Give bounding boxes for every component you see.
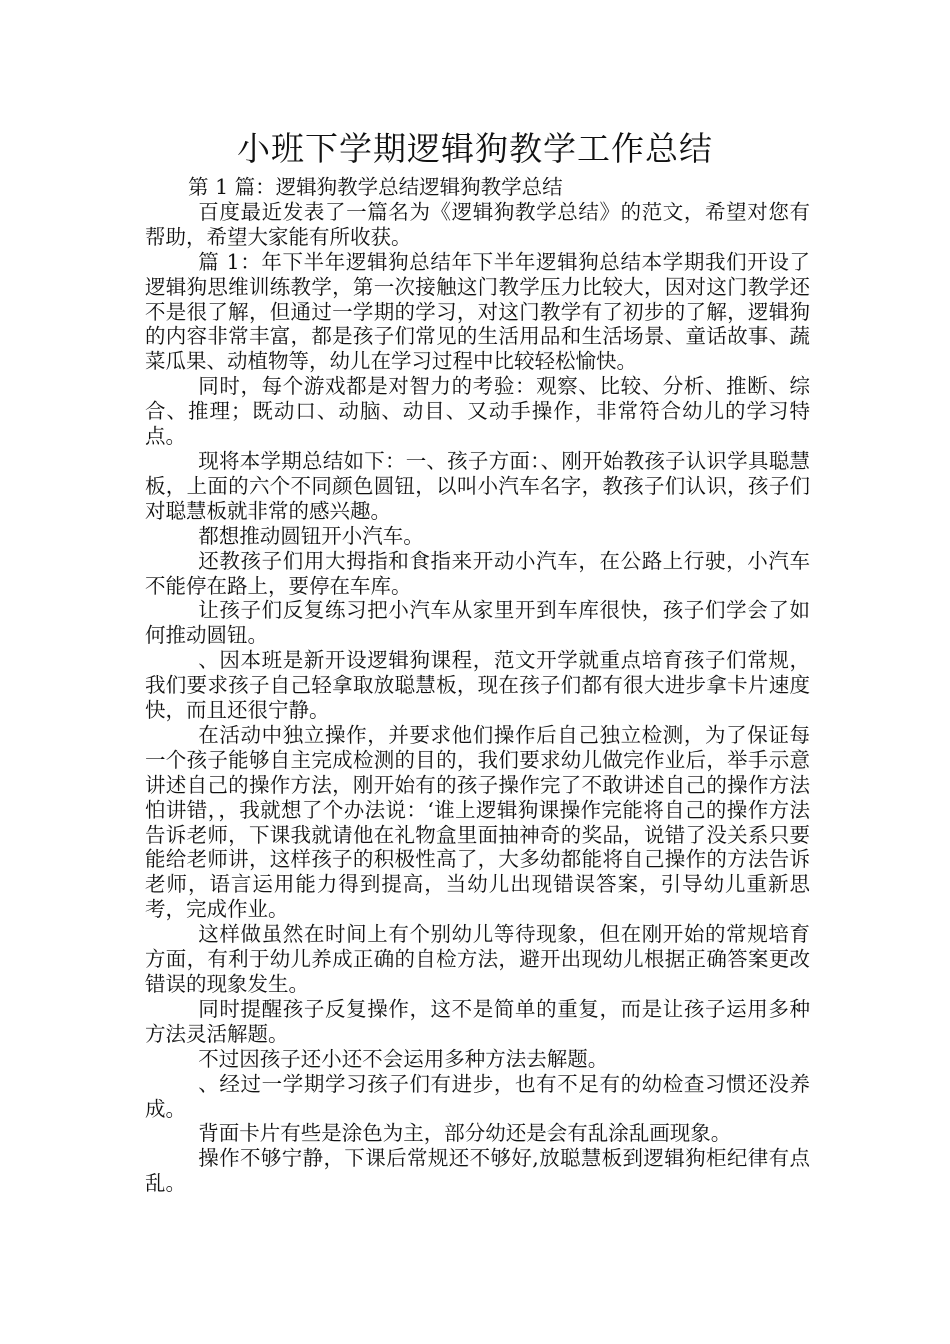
paragraph: 在活动中独立操作，并要求他们操作后自己独立检测，为了保证每一个孩子能够自主完成检测的目的，我们要求幼儿做完作业后，举手示意讲述自己的操作方法，刚开始有的孩子操作完了不敢讲述自己的操作方法怕讲错，，我就想了个办法说：‘谁上逻辑狗课操作完能将自己的操作方法告诉老师，下课我就请他在礼物盒里面抽神奇的奖品，说错了没关系只要能给老师讲，这样孩子的积极性高了，大多幼都能将自己操作的方法告诉老师，语言运用能力得到提高，当幼儿出现错误答案，引导幼儿重新思考，完成作业。	[145, 722, 810, 922]
paragraph: 、经过一学期学习孩子们有进步，也有不足有的幼检查习惯还没养成。	[145, 1071, 810, 1121]
section-heading: 第 1 篇：逻辑狗教学总结逻辑狗教学总结	[188, 175, 563, 199]
paragraph: 让孩子们反复练习把小汽车从家里开到车库很快，孩子们学会了如何推动圆钮。	[145, 598, 810, 648]
paragraph: 现将本学期总结如下：一、孩子方面：、刚开始教孩子认识学具聪慧板，上面的六个不同颜色圆钮，以叫小汽车名字，教孩子们认识，孩子们对聪慧板就非常的感兴趣。	[145, 448, 810, 523]
paragraph: 同时，每个游戏都是对智力的考验：观察、比较、分析、推断、综合、推理；既动口、动脑、动目、又动手操作，非常符合幼儿的学习特点。	[145, 374, 810, 449]
document-body	[145, 175, 810, 1196]
paragraph: 不过因孩子还小还不会运用多种方法去解题。	[198, 1046, 609, 1071]
paragraph: 操作不够宁静，下课后常规还不够好,放聪慧板到逻辑狗柜纪律有点乱。	[145, 1146, 810, 1196]
paragraph: 还教孩子们用大拇指和食指来开动小汽车，在公路上行驶，小汽车不能停在路上，要停在车库。	[145, 548, 810, 598]
paragraph: 、因本班是新开设逻辑狗课程，范文开学就重点培育孩子们常规，我们要求孩子自己轻拿取放聪慧板，现在孩子们都有很大进步拿卡片速度快，而且还很宁静。	[145, 648, 810, 723]
paragraph: 都想推动圆钮开小汽车。	[198, 523, 424, 548]
paragraph: 同时提醒孩子反复操作，这不是简单的重复，而是让孩子运用多种方法灵活解题。	[145, 996, 810, 1046]
paragraph: 篇 1：年下半年逻辑狗总结年下半年逻辑狗总结本学期我们开设了逻辑狗思维训练教学，第一次接触这门教学压力比较大，因对这门教学还不是很了解，但通过一学期的学习，对这门教学有了初步的了解，逻辑狗的内容非常丰富，都是孩子们常见的生活用品和生活场景、童话故事、蔬菜瓜果、动植物等，幼儿在学习过程中比较轻松愉快。	[145, 249, 810, 374]
paragraph: 背面卡片有些是涂色为主，部分幼还是会有乱涂乱画现象。	[198, 1121, 732, 1146]
document-title: 小班下学期逻辑狗教学工作总结	[237, 129, 713, 168]
paragraph: 百度最近发表了一篇名为《逻辑狗教学总结》的范文，希望对您有帮助，希望大家能有所收获。	[145, 199, 810, 249]
paragraph: 这样做虽然在时间上有个别幼儿等待现象，但在刚开始的常规培育方面，有利于幼儿养成正确的自检方法，避开出现幼儿根据正确答案更改错误的现象发生。	[145, 922, 810, 996]
